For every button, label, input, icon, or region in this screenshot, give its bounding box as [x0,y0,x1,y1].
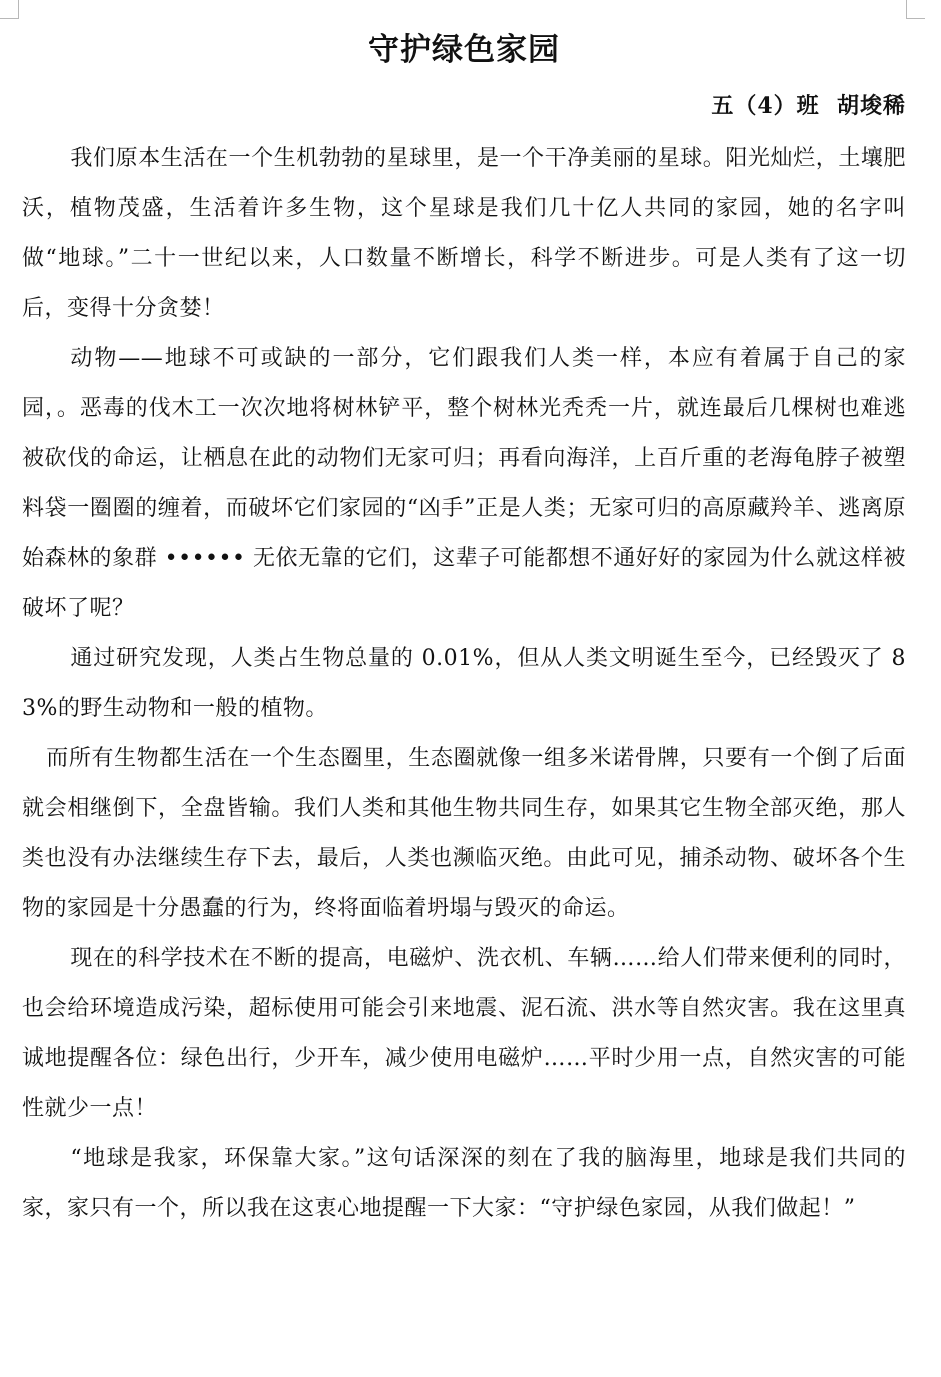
document-body [22,134,906,1234]
paragraph-5: 现在的科学技术在不断的提高，电磁炉、洗衣机、车辆……给人们带来便利的同时，也会给环境造成污染，超标使用可能会引来地震、泥石流、洪水等自然灾害。我在这里真诚地提醒各位：绿色出行，少开车，减少使用电磁炉……平时少用一点，自然灾害的可能性就少一点！ [22,946,906,1121]
paragraph-1: 我们原本生活在一个生机勃勃的星球里，是一个干净美丽的星球。阳光灿烂，土壤肥沃，植物茂盛，生活着许多生物，这个星球是我们几十亿人共同的家园，她的名字叫做“地球。”二十一世纪以来，人口数量不断增长，科学不断进步。可是人类有了这一切后，变得十分贪婪！ [22,146,906,321]
document-title: 守护绿色家园 [368,32,560,68]
paragraph-6: “地球是我家，环保靠大家。”这句话深深的刻在了我的脑海里，地球是我们共同的家，家只有一个，所以我在这衷心地提醒一下大家：“守护绿色家园，从我们做起！” [22,1146,906,1221]
page-corner-mark-top-right [906,0,925,19]
paragraph-3: 通过研究发现，人类占生物总量的 0.01%，但从人类文明诞生至今，已经毁灭了 83%的野生动物和一般的植物。 [22,646,906,721]
page-corner-mark-top-left [0,0,19,19]
paragraph-4: 而所有生物都生活在一个生态圈里，生态圈就像一组多米诺骨牌，只要有一个倒了后面就会相继倒下，全盘皆输。我们人类和其他生物共同生存，如果其它生物全部灭绝，那人类也没有办法继续生存下去，最后，人类也濒临灭绝。由此可见，捕杀动物、破坏各个生物的家园是十分愚蠢的行为，终将面临着坍塌与毁灭的命运。 [22,746,906,921]
paragraph-2: 动物——地球不可或缺的一部分，它们跟我们人类一样，本应有着属于自己的家园，。恶毒的伐木工一次次地将树林铲平，整个树林光秃秃一片，就连最后几棵树也难逃被砍伐的命运，让栖息在此的动物们无家可归；再看向海洋，上百斤重的老海龟脖子被塑料袋一圈圈的缠着，而破坏它们家园的“凶手”正是人类；无家可归的高原藏羚羊、逃离原始森林的象群 •••••• 无依无靠的它们，这辈子可能都想不通好好的家园为什么就这样被破坏了呢？ [22,346,906,621]
author-byline: 五（4）班 胡埈稀 [711,93,906,119]
